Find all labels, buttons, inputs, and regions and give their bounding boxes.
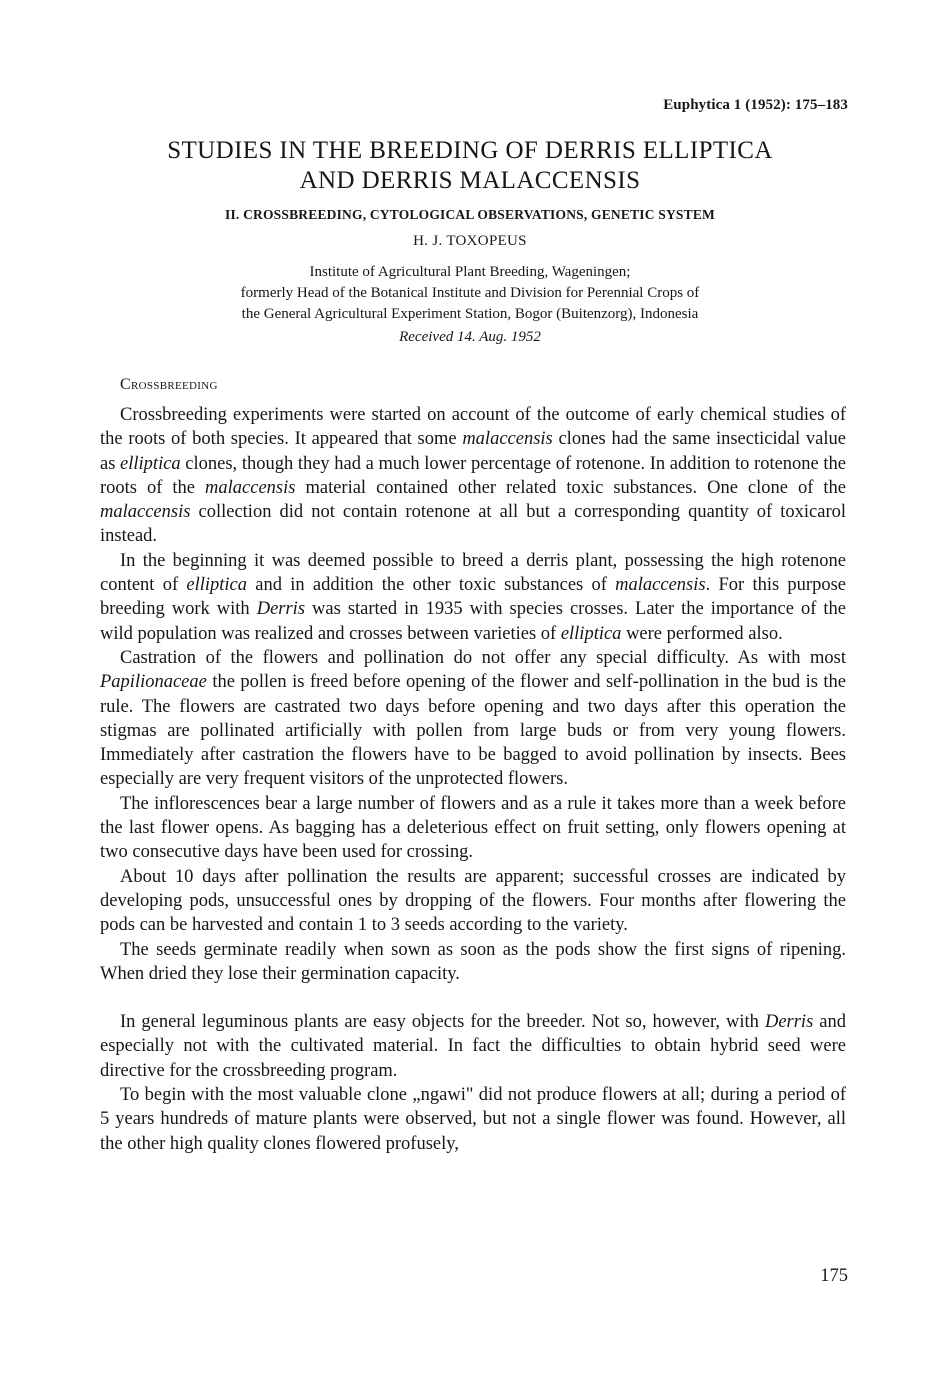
italic-term: elliptica [120,453,181,474]
body-paragraph [100,792,846,865]
text-run: and in addition the other toxic substances of [247,575,616,596]
text-run: Crossbreeding experiments were started on account of the outcome of early chemical studies of the roots of both species. It appeared that some [100,405,846,450]
author-affiliation [100,262,840,325]
body-paragraph [100,1010,846,1083]
italic-term: malaccensis [462,429,553,450]
title-line-2: AND DERRIS MALACCENSIS [299,167,641,194]
italic-term: elliptica [560,623,622,644]
italic-term: malaccensis [205,477,296,498]
affiliation-line: Institute of Agricultural Plant Breeding, Wageningen; [309,264,631,280]
author-name: H. J. TOXOPEUS [413,233,527,249]
text-run: collection did not contain rotenone at all but a corresponding quantity of toxicarol instead. [100,502,846,547]
text-run: was started in 1935 with species crosses. Later the importance of the wild population was realized and crosses between varieties of [100,599,846,644]
text-run: clones, though they had a much lower percentage of rotenone. In addition to rotenone the roots of the [100,453,846,498]
received-date: Received 14. Aug. 1952 [399,329,541,345]
page-number: 175 [820,1266,848,1286]
paper-title [100,136,840,196]
text-run: About 10 days after pollination the results are apparent; successful crosses are indicated by developing pods, unsuccessful ones by dropping of the flowers. Four months after flowering the pods can be harvested and contain 1 to 3 seeds according to the variety. [100,866,846,936]
text-run: In the beginning it was deemed possible to breed a derris plant, possessing the high rotenone content of [100,550,846,596]
text-run: To begin with the most valuable clone „ngawi" did not produce flowers at all; during a period of 5 years hundreds of mature plants were observed, but not a single flower was found. However, all the other high quality clones flowered profusely, [100,1085,846,1154]
italic-term: Derris [764,1012,814,1033]
text-run: The inflorescences bear a large number of flowers and as a rule it takes more than a week before the last flower opens. As bagging has a deleterious effect on fruit setting, only flowers opening at two consecutive days have been used for crossing. [100,793,846,863]
italic-term: malaccensis [615,575,706,596]
italic-term: malaccensis [100,502,191,523]
section-heading: Crossbreeding [120,376,218,393]
body-paragraph [100,865,846,938]
paper-subtitle: II. CROSSBREEDING, CYTOLOGICAL OBSERVATIONS, GENETIC SYSTEM [225,207,715,222]
text-run: In general leguminous plants are easy objects for the breeder. Not so, however, with [120,1012,765,1033]
journal-reference: Euphytica 1 (1952): 175–183 [663,97,848,113]
body-paragraph [100,549,846,646]
italic-term: Papilionaceae [100,672,207,693]
body-paragraph [100,938,846,987]
body-text [100,403,846,1156]
title-line-1: STUDIES IN THE BREEDING OF DERRIS ELLIPTICA [167,137,773,164]
text-run: The seeds germinate readily when sown as soon as the pods show the first signs of ripening. When dried they lose their germination capacity. [100,939,846,984]
text-run: were performed also. [621,623,783,644]
text-run: clones had the same insecticidal value as [100,429,846,474]
body-paragraph [100,1083,846,1156]
text-run: the pollen is freed before opening of the flower and self-pollination in the bud is the rule. The flowers are castrated two days before opening and two days after this operation the stigmas are pollinated artificially with pollen from large buds or from very young flowers. Immediately after castration the flowers have to be bagged to avoid pollination by insects. Bees especially are very frequent visitors of the unprotected flowers. [100,672,846,790]
text-run: material contained other related toxic substances. One clone of the [295,477,846,498]
italic-term: Derris [256,599,306,620]
affiliation-line: the General Agricultural Experiment Station, Bogor (Buitenzorg), Indonesia [241,306,699,322]
affiliation-line: formerly Head of the Botanical Institute and Division for Perennial Crops of [240,285,700,301]
italic-term: elliptica [186,575,247,596]
text-run: and especially not with the cultivated material. In fact the difficulties to obtain hybrid seed were directive for the crossbreeding program. [100,1012,846,1081]
body-paragraph [100,403,846,549]
text-run: . For this purpose breeding work with [100,575,846,620]
text-run: Castration of the flowers and pollination do not offer any special difficulty. As with most [120,647,846,668]
body-paragraph [100,646,846,792]
